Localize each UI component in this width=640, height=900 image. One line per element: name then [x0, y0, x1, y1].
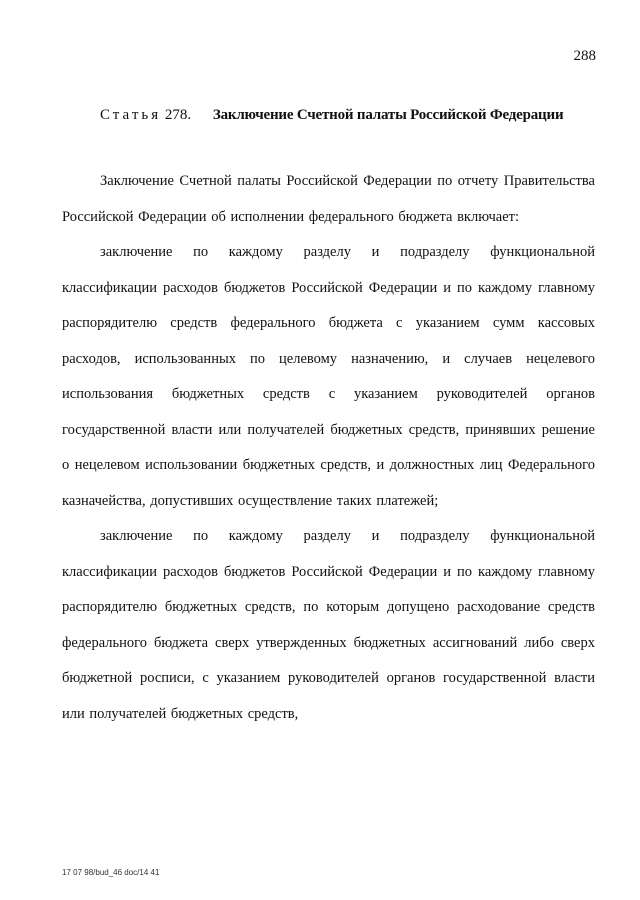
- footer-file-code: 17 07 98/bud_46 doc/14 41: [62, 868, 160, 877]
- page-number: 288: [573, 48, 596, 64]
- article-label: Статья: [100, 107, 162, 123]
- paragraph-item-1: заключение по каждому разделу и подразделу функциональной классификации расходов бюджетов Российской Федерации и по каждому главному распорядителю средств федерального бюджета с указанием сумм кассовых расходов, использованных по целевому назначению, и случаев нецелевого использования бюджетных средств с указанием руководителей органов государственной власти или получателей бюджетных средств, принявших решение о нецелевом использовании бюджетных средств, и должностных лиц Федерального казначейства, допустивших осуществление таких платежей;: [62, 244, 595, 509]
- article-title: Заключение Счетной палаты Российской Федерации: [212, 107, 564, 123]
- article-heading: [100, 106, 596, 124]
- article-number: 278.: [164, 107, 192, 123]
- article-body: [62, 164, 595, 732]
- paragraph-intro: Заключение Счетной палаты Российской Федерации по отчету Правительства Российской Федерации об исполнении федерального бюджета включает:: [62, 173, 595, 225]
- paragraph-item-2: заключение по каждому разделу и подразделу функциональной классификации расходов бюджетов Российской Федерации и по каждому главному распорядителю бюджетных средств, по которым допущено расходование средств федерального бюджета сверх утвержденных бюджетных ассигнований либо сверх бюджетной росписи, с указанием руководителей органов государственной власти или получателей бюджетных средств,: [62, 528, 595, 722]
